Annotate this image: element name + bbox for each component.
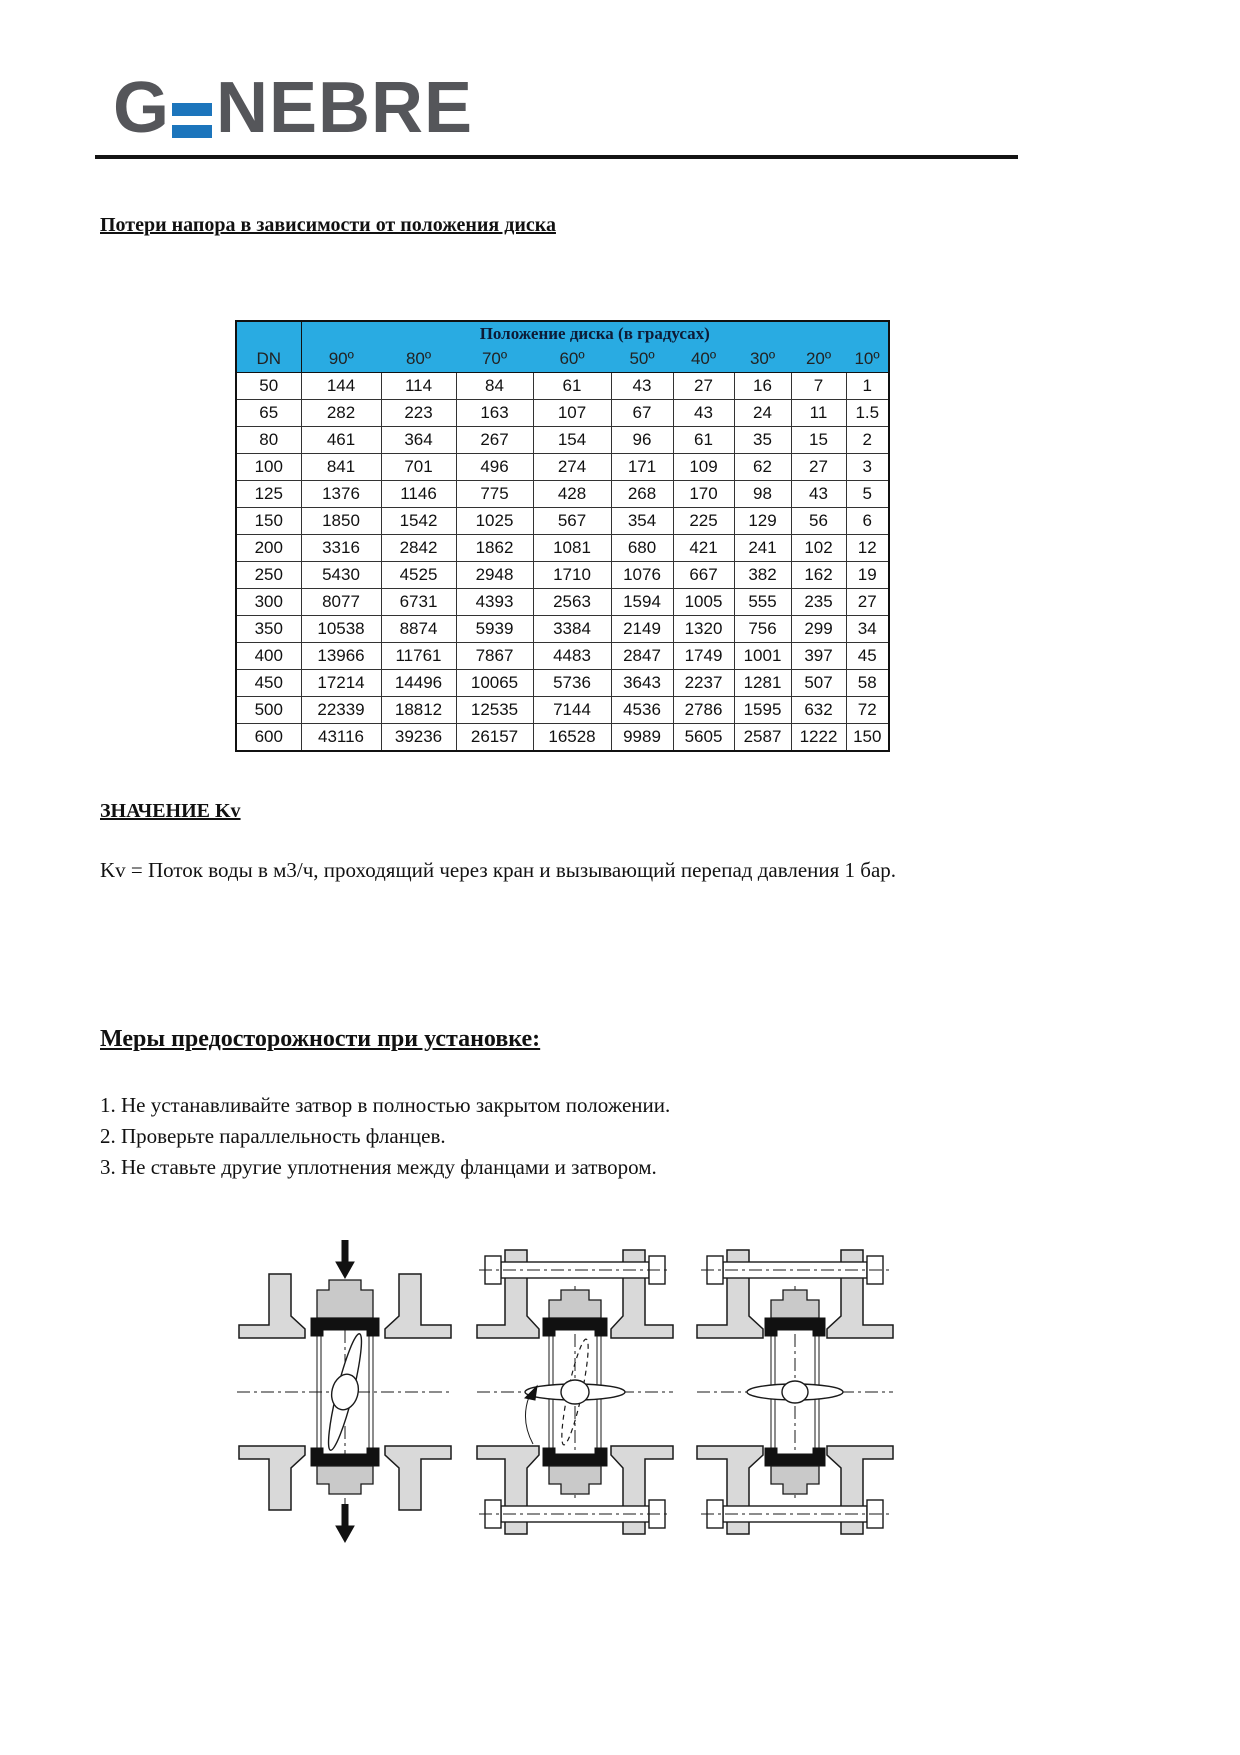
kv-value-cell: 507 [791,670,846,697]
kv-value-cell: 16 [734,373,791,400]
kv-value-cell: 5939 [456,616,533,643]
kv-value-cell: 1320 [673,616,734,643]
column-header-40: 40º [673,346,734,373]
kv-value-cell: 267 [456,427,533,454]
kv-value-cell: 3 [846,454,889,481]
kv-value-cell: 382 [734,562,791,589]
kv-value-cell: 268 [611,481,673,508]
kv-value-cell: 1281 [734,670,791,697]
header-divider [95,155,1018,159]
list-item: 2. Проверьте параллельность фланцев. [100,1124,446,1148]
kv-value-cell: 61 [673,427,734,454]
kv-value-cell: 1710 [533,562,611,589]
kv-value-cell: 170 [673,481,734,508]
kv-value-cell: 107 [533,400,611,427]
kv-table-body [236,373,889,752]
kv-value-cell: 3316 [301,535,381,562]
table-row [236,562,889,589]
kv-value-cell: 96 [611,427,673,454]
column-header-90: 90º [301,346,381,373]
kv-value-cell: 5736 [533,670,611,697]
dn-cell: 200 [236,535,301,562]
kv-value-cell: 701 [381,454,456,481]
kv-value-cell: 1222 [791,724,846,752]
kv-value-cell: 397 [791,643,846,670]
kv-value-cell: 67 [611,400,673,427]
dn-cell: 350 [236,616,301,643]
kv-value-cell: 364 [381,427,456,454]
column-header-70: 70º [456,346,533,373]
kv-value-cell: 241 [734,535,791,562]
valve-fully-installed-diagram [695,1232,895,1554]
kv-value-cell: 1376 [301,481,381,508]
dn-cell: 50 [236,373,301,400]
kv-value-cell: 13966 [301,643,381,670]
kv-value-cell: 6731 [381,589,456,616]
kv-value-cell: 4536 [611,697,673,724]
kv-value-cell: 10538 [301,616,381,643]
section-heading-head-loss: Потери напора в зависимости от положения диска [100,214,556,236]
kv-value-cell: 98 [734,481,791,508]
kv-value-cell: 1749 [673,643,734,670]
kv-value-cell: 150 [846,724,889,752]
kv-value-cell: 34 [846,616,889,643]
table-row [236,454,889,481]
kv-value-cell: 7144 [533,697,611,724]
logo-equals-icon [172,78,212,138]
kv-value-cell: 775 [456,481,533,508]
kv-value-cell: 43 [673,400,734,427]
section-heading-precautions: Меры предосторожности при установке: [100,1026,541,1052]
kv-value-cell: 1001 [734,643,791,670]
kv-table-wrapper [235,320,890,752]
kv-value-cell: 129 [734,508,791,535]
kv-value-cell: 39236 [381,724,456,752]
kv-value-cell: 2237 [673,670,734,697]
kv-value-cell: 12 [846,535,889,562]
kv-value-cell: 8077 [301,589,381,616]
kv-value-cell: 11 [791,400,846,427]
kv-value-cell: 154 [533,427,611,454]
kv-value-cell: 56 [791,508,846,535]
kv-value-cell: 24 [734,400,791,427]
table-row [236,724,889,752]
kv-value-cell: 1081 [533,535,611,562]
dn-cell: 250 [236,562,301,589]
kv-value-cell: 22339 [301,697,381,724]
table-row [236,616,889,643]
kv-value-cell: 5 [846,481,889,508]
kv-value-cell: 632 [791,697,846,724]
kv-value-cell: 421 [673,535,734,562]
dn-cell: 80 [236,427,301,454]
kv-value-cell: 5430 [301,562,381,589]
kv-value-cell: 461 [301,427,381,454]
kv-value-cell: 1076 [611,562,673,589]
table-row [236,400,889,427]
arrow-down-icon [336,1504,354,1542]
kv-value-cell: 9989 [611,724,673,752]
table-row [236,427,889,454]
column-header-30: 30º [734,346,791,373]
dn-cell: 400 [236,643,301,670]
kv-value-cell: 7867 [456,643,533,670]
kv-value-cell: 144 [301,373,381,400]
kv-value-cell: 1542 [381,508,456,535]
kv-value-cell: 109 [673,454,734,481]
table-column-header-row [236,346,889,373]
genebre-logo [113,68,474,148]
table-row [236,481,889,508]
kv-value-cell: 235 [791,589,846,616]
kv-value-cell: 667 [673,562,734,589]
kv-value-cell: 35 [734,427,791,454]
kv-value-cell: 756 [734,616,791,643]
column-header-50: 50º [611,346,673,373]
kv-value-cell: 4393 [456,589,533,616]
valve-alignment-with-bolts-diagram [475,1232,675,1554]
kv-value-cell: 62 [734,454,791,481]
dn-cell: 500 [236,697,301,724]
logo-letter-g: G [113,68,171,148]
kv-value-cell: 26157 [456,724,533,752]
valve-insertion-between-flanges-diagram [235,1232,455,1554]
kv-value-cell: 102 [791,535,846,562]
kv-value-cell: 72 [846,697,889,724]
kv-value-cell: 171 [611,454,673,481]
kv-value-cell: 6 [846,508,889,535]
kv-value-cell: 14496 [381,670,456,697]
dn-cell: 125 [236,481,301,508]
kv-value-cell: 8874 [381,616,456,643]
kv-value-cell: 555 [734,589,791,616]
dn-cell: 65 [236,400,301,427]
kv-value-cell: 223 [381,400,456,427]
kv-value-cell: 163 [456,400,533,427]
kv-value-cell: 1850 [301,508,381,535]
kv-value-cell: 2842 [381,535,456,562]
kv-value-cell: 1146 [381,481,456,508]
kv-value-cell: 2847 [611,643,673,670]
table-group-header: Положение диска (в градусах) [301,321,889,346]
kv-value-cell: 19 [846,562,889,589]
kv-value-cell: 12535 [456,697,533,724]
table-row [236,373,889,400]
kv-value-cell: 45 [846,643,889,670]
column-header-dn: DN [236,346,301,373]
kv-value-cell: 4483 [533,643,611,670]
column-header-80: 80º [381,346,456,373]
column-header-60: 60º [533,346,611,373]
kv-value-cell: 3643 [611,670,673,697]
kv-value-cell: 1594 [611,589,673,616]
table-corner-cell [236,321,301,346]
arrow-down-icon [336,1240,354,1278]
kv-value-cell: 274 [533,454,611,481]
kv-value-cell: 1.5 [846,400,889,427]
dn-cell: 450 [236,670,301,697]
kv-value-cell: 17214 [301,670,381,697]
kv-value-cell: 18812 [381,697,456,724]
kv-value-cell: 58 [846,670,889,697]
valve-diagrams-row [235,1232,895,1554]
kv-value-cell: 1005 [673,589,734,616]
dn-cell: 100 [236,454,301,481]
column-header-20: 20º [791,346,846,373]
list-item: 3. Не ставьте другие уплотнения между фланцами и затвором. [100,1155,657,1179]
kv-value-cell: 354 [611,508,673,535]
kv-value-cell: 299 [791,616,846,643]
kv-value-cell: 428 [533,481,611,508]
kv-value-cell: 2948 [456,562,533,589]
kv-value-cell: 15 [791,427,846,454]
kv-value-cell: 1595 [734,697,791,724]
kv-value-cell: 43116 [301,724,381,752]
kv-value-cell: 496 [456,454,533,481]
kv-value-cell: 282 [301,400,381,427]
kv-value-cell: 567 [533,508,611,535]
logo-letters-nebre: NEBRE [216,68,474,148]
kv-value-cell: 27 [673,373,734,400]
section-heading-kv-value: ЗНАЧЕНИЕ Kv [100,800,241,822]
precautions-list [100,1090,900,1183]
kv-value-cell: 2587 [734,724,791,752]
kv-value-cell: 114 [381,373,456,400]
kv-value-cell: 5605 [673,724,734,752]
kv-value-cell: 43 [791,481,846,508]
kv-value-cell: 841 [301,454,381,481]
kv-value-cell: 162 [791,562,846,589]
dn-cell: 150 [236,508,301,535]
dn-cell: 600 [236,724,301,752]
kv-value-cell: 61 [533,373,611,400]
kv-value-cell: 225 [673,508,734,535]
table-row [236,589,889,616]
table-row [236,535,889,562]
table-row [236,508,889,535]
kv-value-cell: 680 [611,535,673,562]
table-group-header-row [236,321,889,346]
kv-value-cell: 27 [791,454,846,481]
kv-table [235,320,890,752]
kv-value-cell: 2149 [611,616,673,643]
kv-value-cell: 1 [846,373,889,400]
dn-cell: 300 [236,589,301,616]
kv-value-cell: 2786 [673,697,734,724]
kv-value-cell: 27 [846,589,889,616]
kv-value-cell: 11761 [381,643,456,670]
kv-value-cell: 16528 [533,724,611,752]
column-header-10: 10º [846,346,889,373]
table-row [236,697,889,724]
kv-value-cell: 2 [846,427,889,454]
kv-value-cell: 1025 [456,508,533,535]
list-item: 1. Не устанавливайте затвор в полностью закрытом положении. [100,1093,671,1117]
kv-definition-text: Kv = Поток воды в м3/ч, проходящий через кран и вызывающий перепад давления 1 бар. [100,858,897,882]
kv-value-cell: 1862 [456,535,533,562]
kv-value-cell: 84 [456,373,533,400]
table-row [236,670,889,697]
kv-value-cell: 4525 [381,562,456,589]
kv-value-cell: 2563 [533,589,611,616]
table-row [236,643,889,670]
kv-value-cell: 7 [791,373,846,400]
kv-value-cell: 43 [611,373,673,400]
kv-value-cell: 10065 [456,670,533,697]
kv-value-cell: 3384 [533,616,611,643]
